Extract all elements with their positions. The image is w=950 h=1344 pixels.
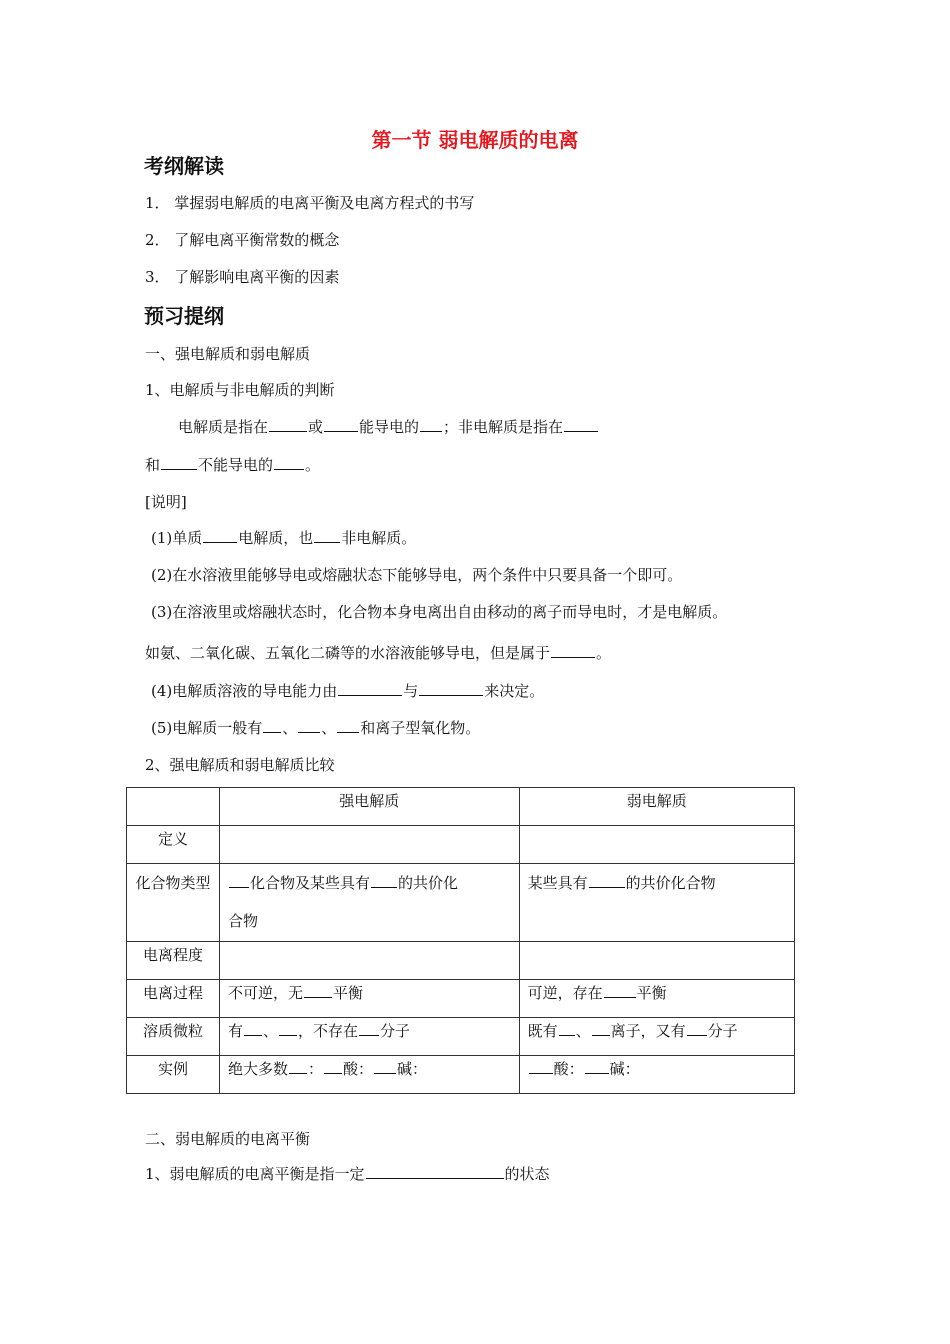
fill-blank[interactable] — [592, 1020, 610, 1036]
fill-blank[interactable] — [604, 982, 636, 998]
text: 可逆，存在 — [527, 984, 603, 1002]
fill-blank[interactable] — [687, 1020, 707, 1036]
text: 如氨、二氧化碳、五氧化二磷等的水溶液能够导电，但是属于 — [145, 644, 551, 662]
fill-blank[interactable] — [559, 1020, 575, 1036]
text: 、 — [321, 719, 337, 737]
fill-blank[interactable] — [314, 527, 340, 543]
fill-blank[interactable] — [324, 1058, 342, 1074]
fill-blank[interactable] — [551, 642, 595, 658]
text: 的共价化 — [398, 874, 459, 892]
col-header-weak: 弱电解质 — [519, 788, 794, 826]
text: 1、弱电解质的电离平衡是指一定 — [145, 1165, 365, 1183]
section-heading-preview: 预习提纲 — [144, 304, 224, 328]
section-heading-syllabus: 考纲解读 — [144, 154, 224, 178]
fill-blank[interactable] — [289, 1058, 307, 1074]
fill-blank[interactable] — [274, 454, 304, 470]
text: 或 — [308, 418, 324, 436]
note-3: (3)在溶液里或熔融状态时，化合物本身电离出自由移动的离子而导电时，才是电解质。 — [151, 603, 728, 621]
text: 不可逆，无 — [228, 984, 304, 1002]
syllabus-item-2: 2． 了解电离平衡常数的概念 — [145, 231, 340, 249]
text: 电解质是指在 — [178, 418, 269, 436]
note-label: [说明] — [145, 493, 187, 511]
text: 分子 — [707, 1022, 738, 1040]
table-cell — [519, 1056, 794, 1094]
part-heading-2: 二、弱电解质的电离平衡 — [145, 1130, 311, 1148]
text: 碱： — [397, 1060, 428, 1078]
note-4 — [151, 680, 544, 701]
part-heading-1: 一、强电解质和弱电解质 — [145, 345, 311, 363]
fill-blank[interactable] — [585, 1058, 609, 1074]
text: ，不存在 — [298, 1022, 359, 1040]
text: 某些具有 — [527, 874, 588, 892]
text: 合物 — [228, 912, 259, 930]
text: ；非电解质是指在 — [443, 418, 564, 436]
row-label: 定义 — [127, 826, 220, 864]
fill-blank[interactable] — [229, 872, 249, 888]
table-cell — [519, 864, 794, 942]
text: 的共价化合物 — [625, 874, 716, 892]
table-row — [127, 1056, 795, 1094]
fill-blank[interactable] — [564, 416, 598, 432]
row-label: 电离程度 — [127, 942, 220, 980]
text: 。 — [305, 456, 321, 474]
text: 酸： — [343, 1060, 374, 1078]
text: 、 — [575, 1022, 591, 1040]
text: 来决定。 — [484, 682, 545, 700]
row-label: 化合物类型 — [127, 864, 220, 942]
table-corner-cell — [127, 788, 220, 826]
text: 、 — [282, 719, 298, 737]
col-header-strong: 强电解质 — [220, 788, 520, 826]
document-title: 第一节 弱电解质的电离 — [371, 128, 579, 152]
fill-blank[interactable] — [374, 1058, 396, 1074]
fill-blank[interactable] — [269, 416, 307, 432]
table-cell — [519, 1018, 794, 1056]
fill-blank[interactable] — [298, 717, 320, 733]
comparison-table — [126, 787, 795, 1094]
table-cell[interactable] — [519, 826, 794, 864]
fill-blank[interactable] — [338, 680, 402, 696]
text: 非电解质。 — [341, 529, 417, 547]
syllabus-item-3: 3． 了解影响电离平衡的因素 — [145, 268, 340, 286]
fill-blank[interactable] — [589, 872, 625, 888]
text: 、 — [263, 1022, 279, 1040]
fill-blank[interactable] — [529, 1058, 553, 1074]
text: 电解质，也 — [238, 529, 314, 547]
definition-line-1 — [178, 416, 599, 437]
table-cell — [220, 980, 520, 1018]
row-label: 电离过程 — [127, 980, 220, 1018]
text: 有 — [228, 1022, 244, 1040]
row-label: 实例 — [127, 1056, 220, 1094]
text: 的状态 — [504, 1165, 550, 1183]
text: 和 — [145, 456, 161, 474]
syllabus-item-1: 1． 掌握弱电解质的电离平衡及电离方程式的书写 — [145, 194, 475, 212]
definition-line-2 — [145, 454, 320, 475]
fill-blank[interactable] — [371, 872, 397, 888]
fill-blank[interactable] — [244, 1020, 262, 1036]
fill-blank[interactable] — [324, 416, 358, 432]
text: ： — [308, 1060, 324, 1078]
text: 离子，又有 — [610, 1022, 686, 1040]
fill-blank[interactable] — [279, 1020, 297, 1036]
table-cell — [220, 1018, 520, 1056]
fill-blank[interactable] — [366, 1163, 504, 1179]
equilibrium-definition — [145, 1163, 550, 1184]
fill-blank[interactable] — [419, 680, 483, 696]
text: 绝大多数 — [228, 1060, 289, 1078]
text: 与 — [403, 682, 419, 700]
table-row — [127, 1018, 795, 1056]
table-cell[interactable] — [519, 942, 794, 980]
table-row — [127, 942, 795, 980]
note-5 — [151, 717, 480, 738]
table-row — [127, 864, 795, 942]
text: 能导电的 — [359, 418, 420, 436]
text: 碱： — [609, 1060, 640, 1078]
text: 不能导电的 — [198, 456, 274, 474]
fill-blank[interactable] — [304, 982, 332, 998]
note-3-continued — [145, 642, 611, 663]
fill-blank[interactable] — [263, 717, 281, 733]
text: (5)电解质一般有 — [151, 719, 263, 737]
text: 平衡 — [333, 984, 364, 1002]
table-row — [127, 826, 795, 864]
table-cell — [519, 980, 794, 1018]
table-cell[interactable] — [220, 826, 520, 864]
text: 酸： — [553, 1060, 584, 1078]
text: (4)电解质溶液的导电能力由 — [151, 682, 338, 700]
subheading-2: 2、强电解质和弱电解质比较 — [145, 756, 335, 774]
table-cell — [220, 1056, 520, 1094]
table-cell — [220, 864, 520, 942]
fill-blank[interactable] — [161, 454, 197, 470]
text: 平衡 — [636, 984, 667, 1002]
fill-blank[interactable] — [420, 416, 442, 432]
fill-blank[interactable] — [359, 1020, 379, 1036]
text: 和离子型氧化物。 — [360, 719, 481, 737]
note-2: (2)在水溶液里能够导电或熔融状态下能够导电，两个条件中只要具备一个即可。 — [151, 566, 683, 584]
text: (1)单质 — [151, 529, 203, 547]
text: 。 — [596, 644, 612, 662]
fill-blank[interactable] — [203, 527, 237, 543]
text: 化合物及某些具有 — [250, 874, 371, 892]
text: 既有 — [527, 1022, 558, 1040]
fill-blank[interactable] — [337, 717, 359, 733]
subheading-1: 1、电解质与非电解质的判断 — [145, 381, 335, 399]
text: 分子 — [380, 1022, 411, 1040]
table-row — [127, 980, 795, 1018]
row-label: 溶质微粒 — [127, 1018, 220, 1056]
note-1 — [151, 527, 416, 548]
table-cell[interactable] — [220, 942, 520, 980]
